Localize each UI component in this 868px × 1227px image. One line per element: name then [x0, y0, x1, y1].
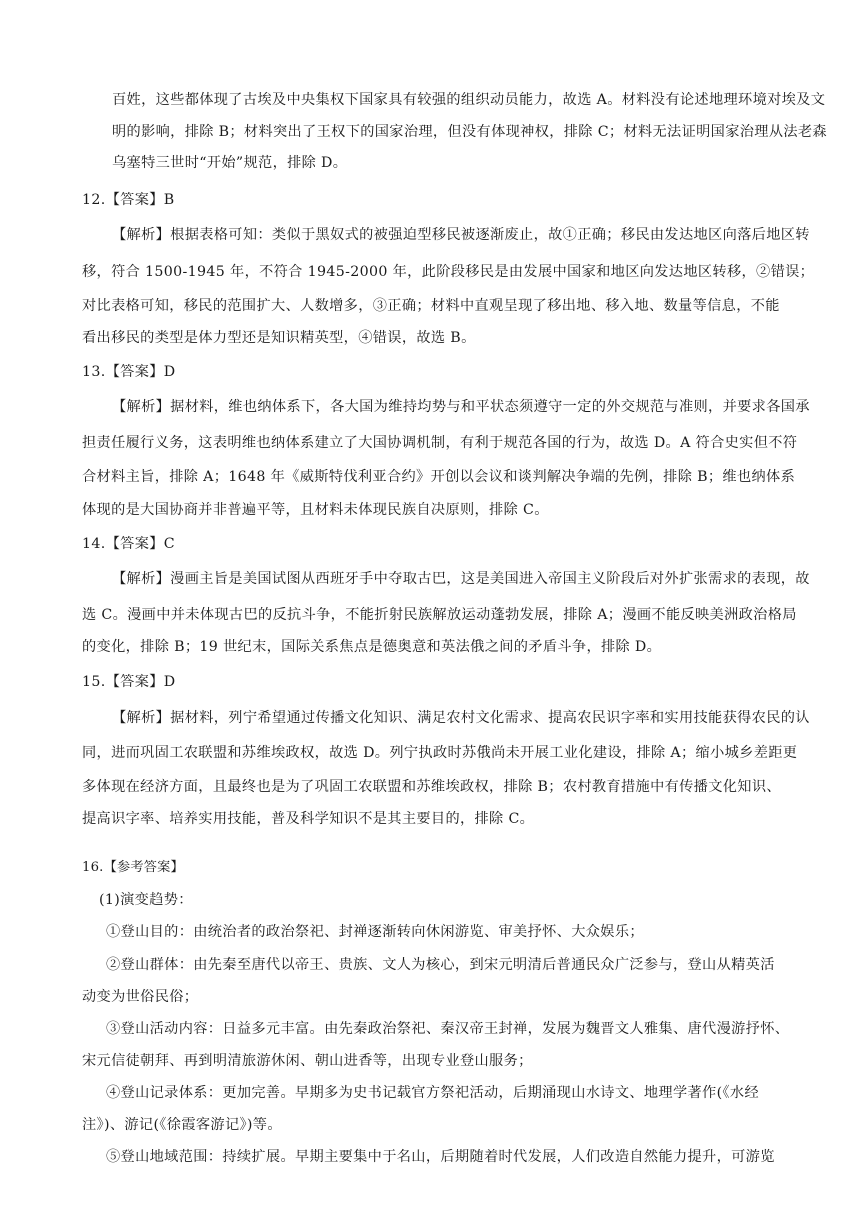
intro-line-2: 明的影响，排除 B；材料突出了王权下的国家治理，但没有体现神权，排除 C；材料无法证明国家治理从法老森 — [112, 124, 827, 140]
intro-line-3: 乌塞特三世时“开始”规范，排除 D。 — [112, 155, 348, 171]
q16-item-3-line-1: ③登山活动内容：日益多元丰富。由先秦政治祭祀、秦汉帝王封禅，发展为魏晋文人雅集、唐代漫游抒怀、 — [106, 1021, 790, 1037]
q14-answer: 14.【答案】C — [82, 536, 175, 552]
q15-line-4: 提高识字率、培养实用技能，普及科学知识不是其主要目的，排除 C。 — [82, 811, 535, 827]
q15-line-3: 多体现在经济方面，且最终也是为了巩固工农联盟和苏维埃政权，排除 B；农村教育措施中有传播文化知识、 — [82, 779, 781, 795]
q16-item-5-line-1: ⑤登山地域范围：持续扩展。早期主要集中于名山，后期随着时代发展，人们改造自然能力提升，可游览 — [106, 1149, 775, 1165]
q16-sub-heading: (1)演变趋势： — [99, 892, 193, 908]
q15-line-2: 同，进而巩固工农联盟和苏维埃政权，故选 D。列宁执政时苏俄尚未开展工业化建设，排除 A；缩小城乡差距更 — [82, 745, 798, 761]
q14-line-1: 【解析】漫画主旨是美国试图从西班牙手中夺取古巴，这是美国进入帝国主义阶段后对外扩张需求的表现，故 — [112, 571, 810, 587]
q12-line-3: 对比表格可知，移民的范围扩大、人数增多，③正确；材料中直观呈现了移出地、移入地、数量等信息，不能 — [82, 298, 780, 314]
q16-item-4-line-1: ④登山记录体系：更加完善。早期多为史书记载官方祭祀活动，后期涌现山水诗文、地理学著作(《水经 — [106, 1085, 759, 1101]
q12-line-1: 【解析】根据表格可知：类似于黑奴式的被强迫型移民被逐渐废止，故①正确；移民由发达地区向落后地区转 — [112, 227, 810, 243]
q13-answer: 13.【答案】D — [82, 364, 176, 380]
q13-line-4: 体现的是大国协商并非普遍平等，且材料未体现民族自决原则，排除 C。 — [82, 502, 549, 518]
q12-answer: 12.【答案】B — [82, 192, 175, 208]
q13-line-3: 合材料主旨，排除 A；1648 年《威斯特伐利亚合约》开创以会议和谈判解决争端的先例，排除 B；维也纳体系 — [82, 469, 796, 485]
q16-item-4-line-2: 注》)、游记(《徐霞客游记》)等。 — [82, 1117, 282, 1133]
q16-item-2-line-2: 动变为世俗民俗； — [82, 989, 199, 1005]
q13-line-1: 【解析】据材料，维也纳体系下，各大国为维持均势与和平状态须遵守一定的外交规范与准则，并要求各国承 — [112, 399, 810, 415]
q15-line-1: 【解析】据材料，列宁希望通过传播文化知识、满足农村文化需求、提高农民识字率和实用技能获得农民的认 — [112, 710, 810, 726]
q16-item-1-line-1: ①登山目的：由统治者的政治祭祀、封禅逐渐转向休闲游览、审美抒怀、大众娱乐； — [106, 924, 644, 940]
q13-line-2: 担责任履行义务，这表明维也纳体系建立了大国协调机制，有利于规范各国的行为，故选 D。A 符合史实但不符 — [82, 435, 798, 451]
q16-answer: 16.【参考答案】 — [82, 860, 184, 875]
q16-item-2-line-1: ②登山群体：由先秦至唐代以帝王、贵族、文人为核心，到宋元明清后普通民众广泛参与，登山从精英活 — [106, 957, 775, 973]
q16-item-3-line-2: 宋元信徒朝拜、再到明清旅游休闲、朝山进香等，出现专业登山服务； — [82, 1053, 533, 1069]
intro-line-1: 百姓，这些都体现了古埃及中央集权下国家具有较强的组织动员能力，故选 A。材料没有论述地理环境对埃及文 — [112, 92, 826, 108]
q14-line-2: 选 C。漫画中并未体现古巴的反抗斗争，不能折射民族解放运动蓬勃发展，排除 A；漫画不能反映美洲政治格局 — [82, 607, 797, 623]
q14-line-3: 的变化，排除 B；19 世纪末，国际关系焦点是德奥意和英法俄之间的矛盾斗争，排除 D。 — [82, 639, 662, 655]
q12-line-4: 看出移民的类型是体力型还是知识精英型，④错误，故选 B。 — [82, 330, 476, 346]
q12-line-2: 移，符合 1500-1945 年，不符合 1945-2000 年，此阶段移民是由发展中国家和地区向发达地区转移，②错误； — [82, 264, 815, 280]
q15-answer: 15.【答案】D — [82, 674, 176, 690]
